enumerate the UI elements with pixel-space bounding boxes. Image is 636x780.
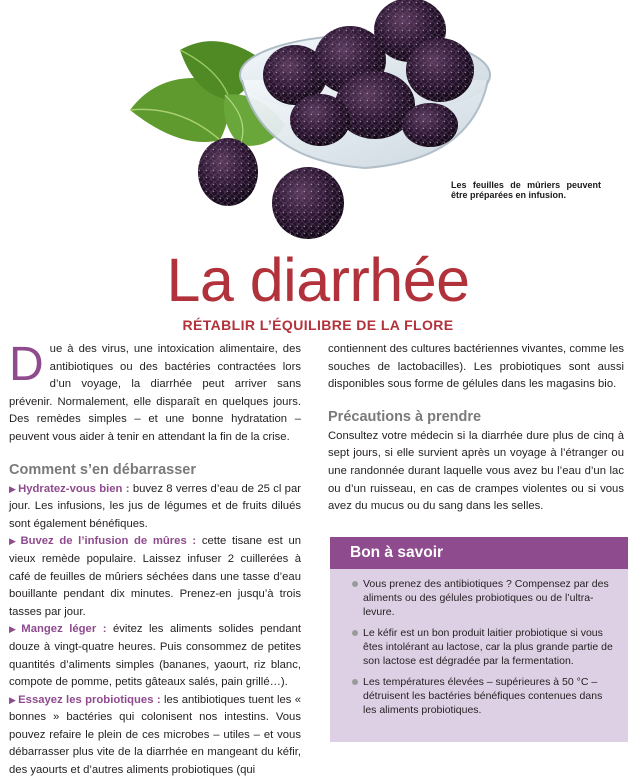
- tip-text: cette tisane est un vieux remède populaire. Laissez infuser 2 cuillerées à café de feuilles de mûriers séchées dans une tasse d’eau bouillante pendant dix minutes. Prenez-en jusqu’à trois tasses par jour.: [9, 535, 302, 618]
- triangle-right-icon: ▶: [9, 536, 19, 547]
- tip-lead: Buvez de l’infusion de mûres :: [20, 535, 197, 548]
- photo-caption: Les feuilles de mûriers peuvent être préparées en infusion.: [451, 180, 601, 200]
- precautions-paragraph: Consultez votre médecin si la diarrhée dure plus de cinq à sept jours, si elle survient après un voyage à l’étranger ou une randonnée durant laquelle vous avez bu l’eau d’un lac ou d’un ruisseau, en cas de crampes violentes ou si vous avez du mucus ou du sang dans les selles.: [328, 429, 624, 513]
- tip-text: buvez 8 verres d’eau de 25 cl par jour. Les infusions, les jus de légumes et de fruits dilués sont également bénéfiques.: [9, 482, 302, 530]
- triangle-right-icon: ▶: [9, 624, 20, 635]
- intro-paragraph: [9, 338, 301, 447]
- tip-text: évitez les aliments solides pendant douze à vingt-quatre heures. Puis consommez de petites quantités d’aliments simples (bananes, yaourt, riz blanc, compote de pomme, petits gâteaux salés, pain grillé…).: [9, 623, 302, 689]
- good-to-know-box: [330, 537, 628, 742]
- berries-in-bowl: [263, 0, 474, 147]
- tip-text: les antibiotiques tuent les « bonnes » bactéries qui colonisent nos intestins. Vous pouvez refaire le plein de ces microbes – utiles – et vous débarrasser plus vite de la diarrhée en mangeant du kéfir, des yaourts et d’autres aliments probiotiques (qui: [9, 693, 302, 777]
- section-heading-precautions: Précautions à prendre: [328, 408, 482, 425]
- list-item: Vous prenez des antibiotiques ? Compensez par des aliments ou des gélules probiotiques ou de l’ultra-levure.: [352, 577, 616, 619]
- tip-paragraph: [9, 533, 301, 621]
- good-to-know-heading: Bon à savoir: [330, 537, 628, 569]
- triangle-right-icon: ▶: [9, 694, 17, 705]
- good-to-know-list: [330, 577, 628, 717]
- article-subtitle: RÉTABLIR L’ÉQUILIBRE DE LA FLORE: [182, 317, 454, 333]
- tip-lead: Hydratez-vous bien :: [18, 482, 130, 495]
- list-item: Le kéfir est un bon produit laitier probiotique si vous êtes intolérant au lactose, car la plus grande partie de son lactose est dégradée par la fermentation.: [352, 626, 616, 668]
- tip-lead: Mangez léger :: [21, 623, 107, 636]
- tip-paragraph: [9, 621, 301, 691]
- drop-cap: D: [9, 338, 44, 391]
- continuation-paragraph: contiennent des cultures bactériennes vivantes, comme les souches de lactobacilles). Les probiotiques sont aussi disponibles sous forme de gélules dans les magasins bio.: [328, 343, 624, 391]
- tip-paragraph: [9, 692, 301, 780]
- right-column: [328, 341, 624, 516]
- triangle-right-icon: ▶: [9, 483, 17, 494]
- article-title: La diarrhée: [166, 246, 470, 314]
- tip-paragraph: [9, 481, 301, 534]
- intro-text: ue à des virus, une intoxication alimentaire, des antibiotiques ou des bactéries contractées lors d’un voyage, la diarrhée peut arriver sans prévenir. Normalement, elle disparaît en quelques jours. Des remèdes simples – et une bonne hydratation – peuvent vous aider à tenir en attendant la fin de la crise.: [9, 343, 301, 443]
- list-item: Les températures élevées – supérieures à 50 °C – détruisent les bactéries bénéfiques contenues dans les aliments probiotiques.: [352, 675, 616, 717]
- section-heading-remedies: Comment s’en débarrasser: [9, 461, 196, 478]
- tip-lead: Essayez les probiotiques :: [18, 693, 161, 706]
- blackberries-bowl-photo: [120, 0, 500, 250]
- left-column: [9, 338, 302, 780]
